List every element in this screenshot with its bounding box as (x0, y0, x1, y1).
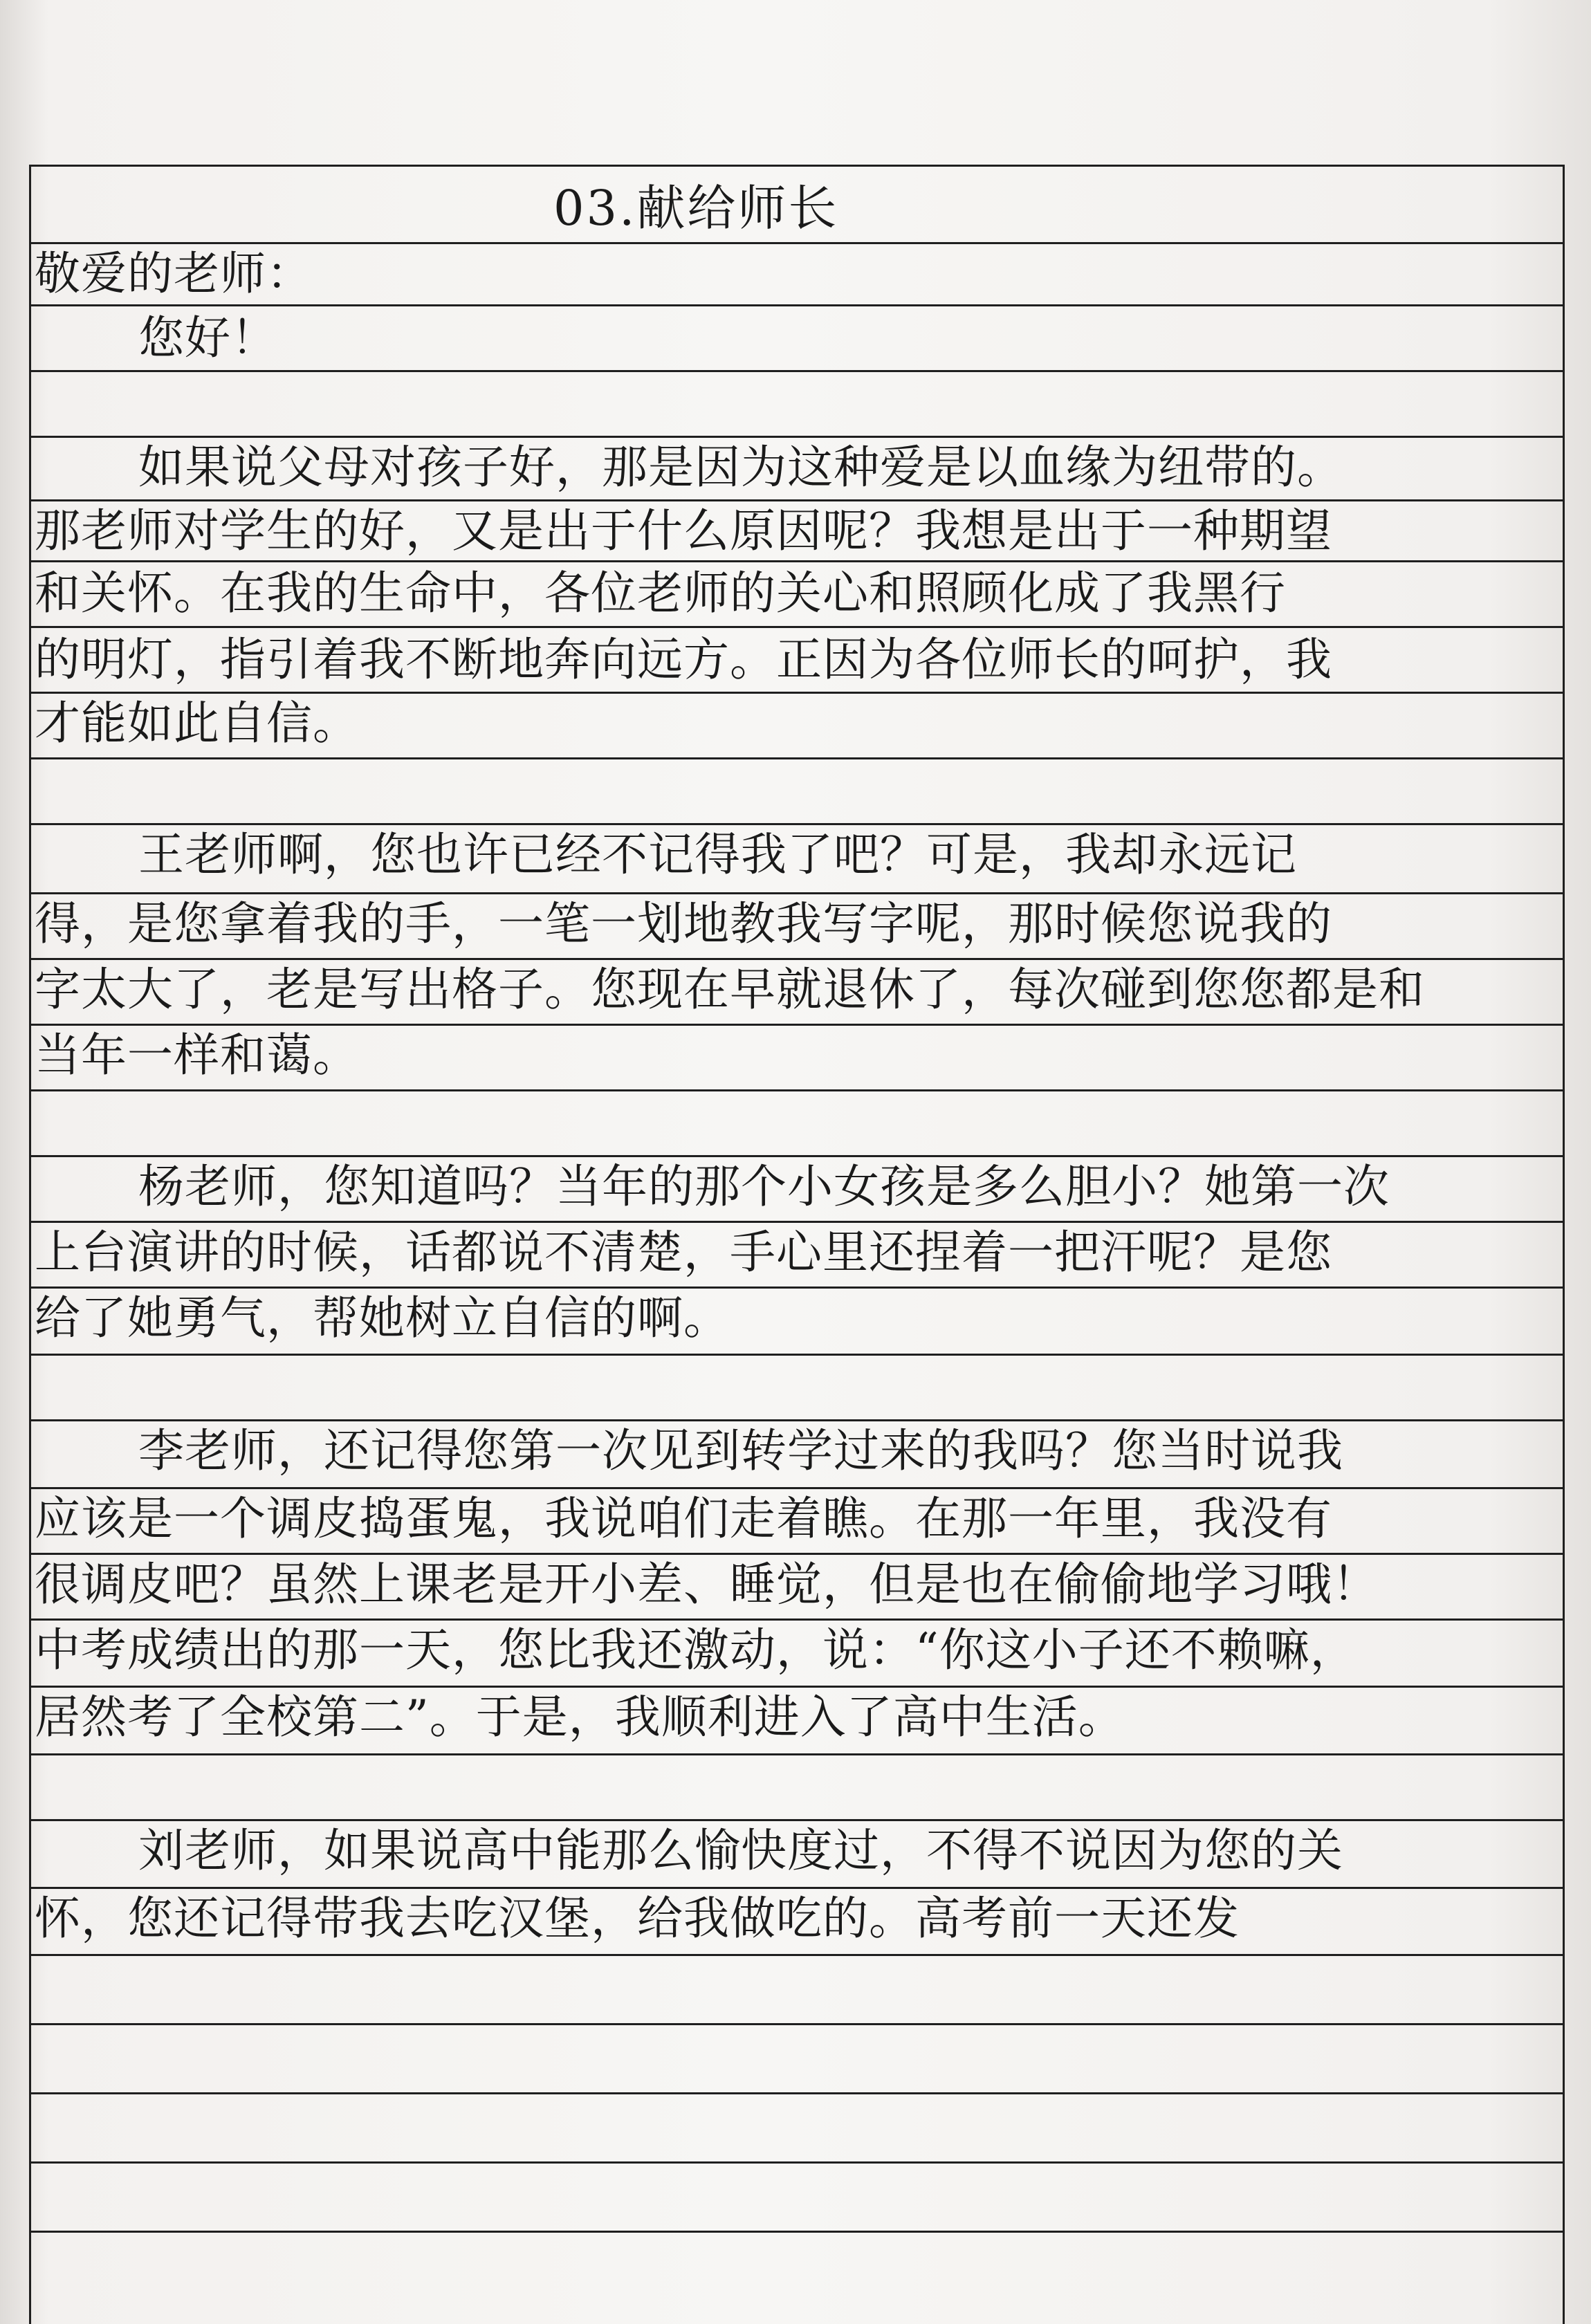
body-line: 上台演讲的时候，话都说不清楚，手心里还捏着一把汗呢？是您 (35, 1226, 1332, 1279)
body-line: 怀，您还记得带我去吃汉堡，给我做吃的。高考前一天还发 (35, 1892, 1240, 1945)
body-line: 和关怀。在我的生命中，各位老师的关心和照顾化成了我黑行 (35, 566, 1286, 620)
body-line: 刘老师，如果说高中能那么愉快度过，不得不说因为您的关 (138, 1824, 1343, 1877)
body-line: 王老师啊，您也许已经不记得我了吧？可是，我却永远记 (138, 828, 1297, 881)
body-line: 的明灯，指引着我不断地奔向远方。正因为各位师长的呵护，我 (35, 633, 1332, 686)
ruled-line (29, 757, 1565, 759)
body-line: 中考成绩出的那一天，您比我还激动，说：“你这小子还不赖嘛， (35, 1623, 1357, 1677)
body-line: 如果说父母对孩子好，那是因为这种爱是以血缘为纽带的。 (138, 441, 1343, 494)
body-line: 字太大了，老是写出格子。您现在早就退休了，每次碰到您您都是和 (35, 963, 1425, 1016)
ruled-line (29, 2231, 1565, 2233)
body-line: 得，是您拿着我的手，一笔一划地教我写字呢，那时候您说我的 (35, 897, 1332, 950)
salutation: 敬爱的老师： (35, 247, 313, 300)
body-line: 很调皮吧？虽然上课老是开小差、睡觉，但是也在偷偷地学习哦！ (35, 1558, 1379, 1611)
ruled-line (29, 165, 1565, 167)
ruled-line (29, 1753, 1565, 1755)
body-line: 给了她勇气，帮她树立自信的啊。 (35, 1291, 730, 1345)
ruled-line (29, 1354, 1565, 1356)
body-line: 杨老师，您知道吗？当年的那个小女孩是多么胆小？她第一次 (138, 1160, 1390, 1213)
body-line: 李老师，还记得您第一次见到转学过来的我吗？您当时说我 (138, 1424, 1343, 1477)
ruled-line (29, 2161, 1565, 2164)
ruled-line (29, 2023, 1565, 2025)
body-line: 应该是一个调皮捣蛋鬼，我说咱们走着瞧。在那一年里，我没有 (35, 1492, 1332, 1545)
ruled-line (29, 2092, 1565, 2094)
greeting: 您好！ (138, 311, 277, 365)
body-line: 才能如此自信。 (35, 697, 359, 750)
ruled-line (29, 1089, 1565, 1091)
body-line: 当年一样和蔼。 (35, 1029, 359, 1082)
body-line: 那老师对学生的好，又是出于什么原因呢？我想是出于一种期望 (35, 504, 1332, 557)
ruled-line (29, 370, 1565, 372)
body-line: 居然考了全校第二”。于是，我顺利进入了高中生活。 (35, 1690, 1125, 1744)
page-title: 03.献给师长 (553, 180, 839, 237)
ruled-line (29, 1954, 1565, 1956)
